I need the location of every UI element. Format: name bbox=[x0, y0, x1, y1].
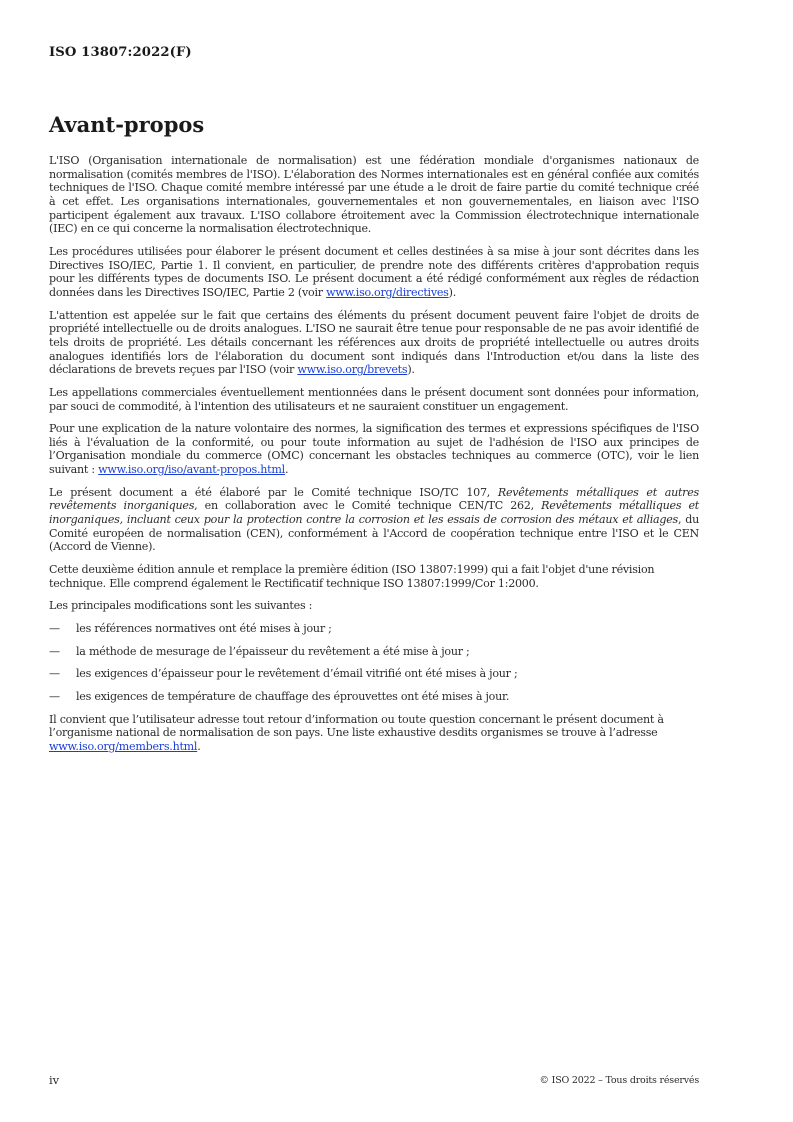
list-item bbox=[49, 622, 699, 636]
paragraph-text: ). bbox=[407, 363, 415, 377]
link-members[interactable]: www.iso.org/members.html bbox=[49, 739, 198, 753]
paragraph-trade-names: Les appellations commerciales éventuellement mentionnées dans le présent document sont données pour information, par souci de commodité, à l'intention des utilisateurs et ne sauraient constituer un engagement. bbox=[49, 385, 699, 413]
paragraph-procedures bbox=[49, 245, 699, 300]
dash-bullet-icon: — bbox=[49, 690, 60, 703]
list-item bbox=[49, 690, 699, 704]
paragraph-edition: Cette deuxième édition annule et remplace la première édition (ISO 13807:1999) qui a fait l'objet d'une révision technique. Elle comprend également le Rectificatif technique ISO 13807:1999/Cor 1:2000. bbox=[49, 563, 655, 590]
paragraph-text: Les procédures utilisées pour élaborer le présent document et celles destinées à sa mise à jour sont décrites dans les Directives ISO/IEC, Partie 1. Il convient, en particulier, de prendre note des différents critères d'approbation requis pour les différents types de documents ISO. Le présent document a été rédigé conformément aux règles de rédaction données dans les Directives ISO/IEC, Partie 2 (voir bbox=[49, 244, 699, 299]
foreword-body bbox=[49, 154, 699, 763]
paragraph-committee bbox=[49, 486, 699, 554]
copyright-notice: © ISO 2022 – Tous droits réservés bbox=[539, 1075, 699, 1086]
committee-title-cen: Revêtements métalliques et inorganiques, incluant ceux pour la protection contre la corrosion et les essais de corrosion des métaux et alliages bbox=[49, 499, 699, 527]
paragraph-text: , du Comité européen de normalisation (CEN), conformément à l'Accord de coopération technique entre l'ISO et le CEN (Accord de Vienne). bbox=[49, 513, 699, 554]
paragraph-changes-intro: Les principales modifications sont les suivantes : bbox=[49, 599, 313, 613]
list-item bbox=[49, 645, 699, 659]
dash-bullet-icon: — bbox=[49, 644, 60, 658]
paragraph-text: L'attention est appelée sur le fait que certains des éléments du présent document peuvent faire l'objet de droits de propriété intellectuelle ou de droits analogues. L'ISO ne saurait être tenue pour responsable de ne pas avoir identifié de tels droits de propriété. Les détails concernant les références aux droits de propriété intellectuelle ou autres droits analogues identifiés lors de l'élaboration du document sont indiqués dans l'Introduction et/ou dans la liste des déclarations de brevets reçues par l'ISO (voir bbox=[49, 308, 699, 377]
list-item-text: la méthode de mesurage de l’épaisseur du revêtement a été mise à jour ; bbox=[76, 644, 470, 658]
list-item-text: les références normatives ont été mises à jour ; bbox=[76, 622, 332, 636]
paragraph-feedback bbox=[49, 713, 699, 754]
dash-bullet-icon: — bbox=[49, 667, 60, 681]
list-item bbox=[49, 667, 699, 681]
paragraph-text: ). bbox=[448, 285, 456, 299]
page-title: Avant-propos bbox=[49, 112, 205, 137]
paragraph-voluntary-nature bbox=[49, 422, 699, 477]
paragraph-patents bbox=[49, 309, 699, 377]
list-item-text: les exigences d’épaisseur pour le revêtement d’émail vitrifié ont été mises à jour ; bbox=[76, 667, 518, 681]
paragraph-text: Le présent document a été élaboré par le Comité technique ISO/TC 107, bbox=[49, 485, 498, 499]
paragraph-text: , en collaboration avec le Comité technique CEN/TC 262, bbox=[194, 499, 542, 513]
changes-list bbox=[49, 622, 699, 704]
document-id-header: ISO 13807:2022(F) bbox=[49, 45, 192, 60]
page-number: iv bbox=[49, 1073, 60, 1087]
link-brevets[interactable]: www.iso.org/brevets bbox=[297, 363, 408, 377]
dash-bullet-icon: — bbox=[49, 622, 60, 636]
list-item-text: les exigences de température de chauffage des éprouvettes ont été mises à jour. bbox=[76, 690, 510, 703]
paragraph-text: Pour une explication de la nature volontaire des normes, la signification des termes et expressions spécifiques de l'ISO liés à l'évaluation de la conformité, ou pour toute information au sujet de l'adhésion de l'ISO aux principes de l’Organisation mondiale du commerce (OMC) concernant les obstacles techniques au commerce (OTC), voir le lien suivant : bbox=[49, 422, 699, 477]
paragraph-text: Il convient que l’utilisateur adresse tout retour d’information ou toute question concernant le présent document à l’organisme national de normalisation de son pays. Une liste exhaustive desdits organismes se trouve à l’adresse bbox=[49, 712, 664, 740]
paragraph-text: . bbox=[284, 463, 289, 477]
committee-title-iso: Revêtements métalliques et autres revêtements inorganiques bbox=[49, 485, 699, 513]
link-avant-propos[interactable]: www.iso.org/iso/avant-propos.html bbox=[98, 463, 285, 477]
paragraph-text: . bbox=[197, 739, 201, 753]
link-directives[interactable]: www.iso.org/directives bbox=[326, 285, 449, 299]
paragraph-iso-intro: L'ISO (Organisation internationale de normalisation) est une fédération mondiale d'organismes nationaux de normalisation (comités membres de l'ISO). L'élaboration des Normes internationales est en général confiée aux comités techniques de l'ISO. Chaque comité membre intéressé par une étude a le droit de faire partie du comité technique créé à cet effet. Les organisations internationales, gouvernementales et non gouvernementales, en liaison avec l'ISO participent également aux travaux. L'ISO collabore étroitement avec la Commission électrotechnique internationale (IEC) en ce qui concerne la normalisation électrotechnique. bbox=[49, 154, 699, 236]
